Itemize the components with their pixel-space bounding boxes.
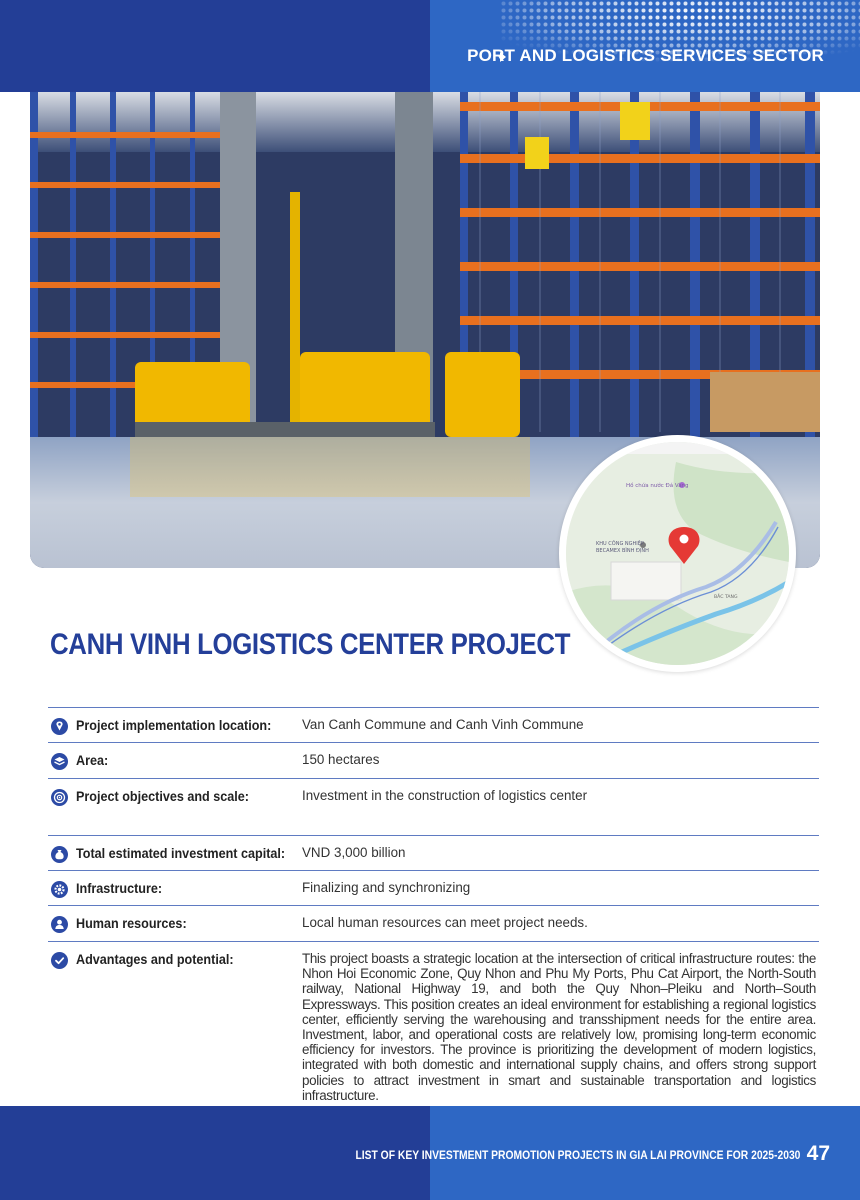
detail-value: This project boasts a strategic location at the intersection of critical infrastructure routes: the Nhon Hoi Economic Zone, Quy Nhon and Phu My Ports, Phu Cat Airport, the North-South railway, National Highway 19, and both the Quy Nhon–Pleiku and North–South Expressways. This position creates an ideal environment for establishing a regional logistics center, efficiently serving the warehousing and transshipment needs for the entire area. Investment, labor, and operational costs are relatively low, promising long-term economic efficiency for investors. The province is prioritizing the development of modern logistics, integrated with both domestic and international supply chains, and offers strong support policies to attract investment in smart and sustainable transportation and logistics infrastructure. bbox=[302, 951, 816, 1103]
detail-row-area bbox=[48, 742, 819, 778]
page-footer bbox=[0, 1106, 860, 1200]
map-label-zone-2: BECAMEX BÌNH ĐỊNH bbox=[596, 548, 649, 554]
detail-row-advantages bbox=[48, 941, 819, 1101]
person-icon bbox=[51, 916, 68, 933]
page-number: 47 bbox=[806, 1142, 830, 1165]
map-label-zone: KHU CÔNG NGHIỆP bbox=[596, 541, 644, 547]
check-badge-icon bbox=[51, 952, 68, 969]
detail-row-location bbox=[48, 707, 819, 742]
detail-row-human-resources bbox=[48, 905, 819, 941]
detail-value: Investment in the construction of logistics center bbox=[302, 788, 588, 803]
detail-label: Project implementation location: bbox=[76, 717, 272, 733]
detail-value: VND 3,000 billion bbox=[302, 845, 406, 860]
detail-value: Local human resources can meet project needs. bbox=[302, 915, 588, 930]
target-icon bbox=[51, 789, 68, 806]
header-navy-band bbox=[0, 0, 430, 92]
detail-row-objectives bbox=[48, 778, 819, 835]
money-bag-icon bbox=[51, 846, 68, 863]
detail-label: Project objectives and scale: bbox=[76, 788, 249, 804]
detail-label: Advantages and potential: bbox=[76, 951, 234, 967]
detail-label: Infrastructure: bbox=[76, 880, 163, 896]
area-map-icon bbox=[51, 753, 68, 770]
detail-value: 150 hectares bbox=[302, 752, 380, 767]
detail-label: Total estimated investment capital: bbox=[76, 845, 286, 861]
detail-value: Finalizing and synchronizing bbox=[302, 880, 471, 895]
sector-label: PORT AND LOGISTICS SERVICES SECTOR bbox=[467, 46, 824, 65]
footer-text: LIST OF KEY INVESTMENT PROMOTION PROJECTS IN GIA LAI PROVINCE FOR 2025-2030 bbox=[355, 1148, 800, 1162]
gear-icon bbox=[51, 881, 68, 898]
map-label-area: BẮC TANG bbox=[714, 595, 738, 600]
location-pin-icon bbox=[51, 718, 68, 735]
detail-value: Van Canh Commune and Canh Vinh Commune bbox=[302, 717, 584, 732]
project-title: CANH VINH LOGISTICS CENTER PROJECT bbox=[50, 628, 571, 661]
detail-row-infrastructure bbox=[48, 870, 819, 905]
page-header bbox=[0, 0, 860, 92]
detail-label: Area: bbox=[76, 752, 109, 768]
location-map bbox=[559, 435, 796, 672]
detail-label: Human resources: bbox=[76, 915, 187, 931]
map-label-lake: Hồ chứa nước Đá Vàng bbox=[626, 483, 689, 489]
detail-row-capital bbox=[48, 835, 819, 870]
